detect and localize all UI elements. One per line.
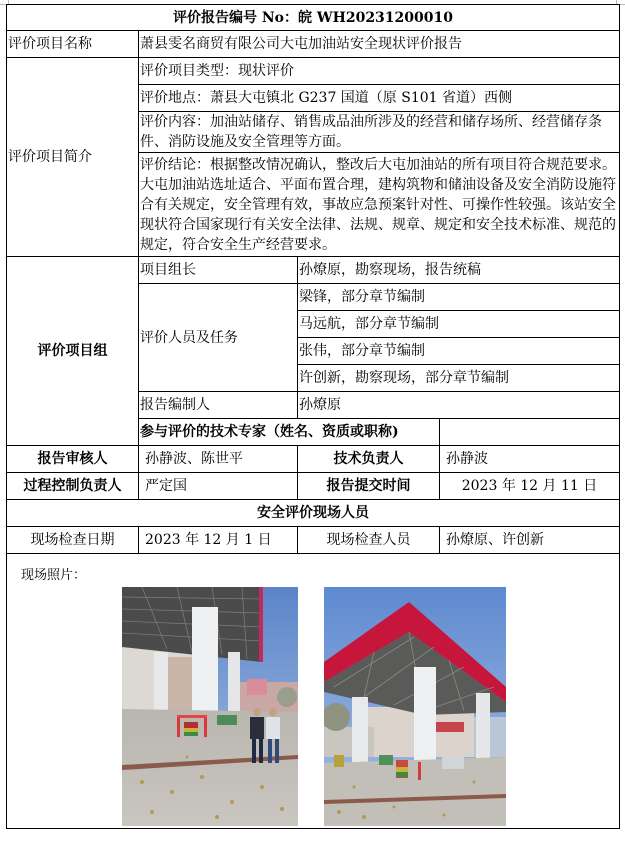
team-member: 张伟，部分章节编制 bbox=[298, 338, 620, 365]
process-control-label: 过程控制负责人 bbox=[7, 473, 139, 500]
tech-lead-value: 孙静波 bbox=[440, 446, 620, 473]
submit-time-label: 报告提交时间 bbox=[298, 473, 440, 500]
team-leader-label: 项目组长 bbox=[139, 257, 298, 284]
team-members-label: 评价人员及任务 bbox=[139, 284, 298, 392]
site-photo-inspectors bbox=[122, 587, 298, 826]
team-member: 马远航，部分章节编制 bbox=[298, 311, 620, 338]
report-number-title: 评价报告编号 No：皖 WH20231200010 bbox=[7, 5, 620, 31]
site-date-label: 现场检查日期 bbox=[7, 527, 139, 554]
reviewer-value: 孙静波、陈世平 bbox=[139, 446, 298, 473]
site-staff-label: 现场检查人员 bbox=[298, 527, 440, 554]
report-author-value: 孙燎原 bbox=[298, 392, 620, 419]
report-author-label: 报告编制人 bbox=[139, 392, 298, 419]
tech-lead-label: 技术负责人 bbox=[298, 446, 440, 473]
tech-experts-label: 参与评价的技术专家（姓名、资质或职称) bbox=[139, 419, 440, 446]
project-intro-label: 评价项目简介 bbox=[7, 58, 139, 257]
site-staff-value: 孙燎原、许创新 bbox=[440, 527, 620, 554]
team-leader-value: 孙燎原，勘察现场，报告统稿 bbox=[298, 257, 620, 284]
project-location: 评价地点：萧县大屯镇北 G237 国道（原 S101 省道）西侧 bbox=[139, 85, 620, 112]
project-name-label: 评价项目名称 bbox=[7, 31, 139, 58]
submit-time-value: 2023 年 12 月 11 日 bbox=[440, 473, 620, 500]
tech-experts-value bbox=[440, 419, 620, 446]
team-member: 梁锋，部分章节编制 bbox=[298, 284, 620, 311]
site-date-value: 2023 年 12 月 1 日 bbox=[139, 527, 298, 554]
project-team-label: 评价项目组 bbox=[7, 257, 139, 446]
site-section-title: 安全评价现场人员 bbox=[7, 500, 620, 527]
project-content: 评价内容：加油站储存、销售成品油所涉及的经营和储存场所、经营储存条件、消防设施及安全管理等方面。 bbox=[139, 112, 620, 153]
team-member: 许创新，勘察现场，部分章节编制 bbox=[298, 365, 620, 392]
project-type: 评价项目类型：现状评价 bbox=[139, 58, 620, 85]
site-photos-cell bbox=[7, 554, 620, 829]
project-name-value: 萧县雯名商贸有限公司大屯加油站安全现状评价报告 bbox=[139, 31, 620, 58]
process-control-value: 严定国 bbox=[139, 473, 298, 500]
reviewer-label: 报告审核人 bbox=[7, 446, 139, 473]
project-conclusion: 评价结论：根据整改情况确认，整改后大屯加油站的所有项目符合规范要求。大屯加油站选址适合、平面布置合理，建构筑物和储油设备及安全消防设施符合有关规定，安全管理有效，事故应急预案针对性、可操作性较强。该站安全现状符合国家现行有关安全法律、法规、规章、规定和安全技术标准、规范的规定，符合安全生产经营要求。 bbox=[139, 153, 620, 257]
site-photos-label: 现场照片： bbox=[21, 568, 87, 583]
report-table bbox=[6, 4, 620, 829]
site-photo-station bbox=[324, 587, 506, 826]
